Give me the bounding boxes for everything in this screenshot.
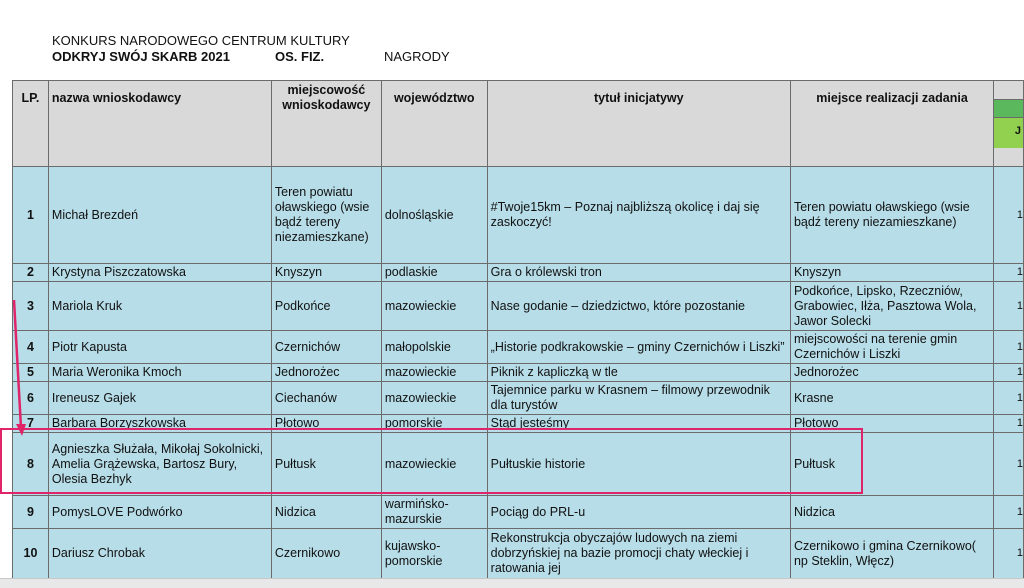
cell-title[interactable]: Gra o królewski tron [487,264,790,282]
cell-edge[interactable]: 1 [994,415,1024,433]
cell-voivodeship[interactable]: mazowieckie [381,433,487,496]
cell-title[interactable]: Pociąg do PRL-u [487,496,790,529]
cell-place[interactable]: Krasne [790,382,993,415]
cell-name[interactable]: Agnieszka Służała, Mikołaj Sokolnicki, Amelia Grążewska, Bartosz Bury, Olesia Bezhyk [48,433,271,496]
cell-city[interactable]: Knyszyn [271,264,381,282]
cell-name[interactable]: Ireneusz Gajek [48,382,271,415]
cell-voivodeship[interactable]: mazowieckie [381,282,487,331]
cell-title[interactable]: Tajemnice parku w Krasnem – filmowy przewodnik dla turystów [487,382,790,415]
table-row[interactable] [13,364,1024,382]
cell-lp[interactable]: 9 [13,496,49,529]
table-row[interactable] [13,331,1024,364]
cell-title[interactable]: Stąd jesteśmy [487,415,790,433]
cell-title[interactable]: Rekonstrukcja obyczajów ludowych na ziemi dobrzyńskiej na bazie promocji chaty włeckiej i ratowania jej [487,529,790,579]
cell-city[interactable]: Czernichów [271,331,381,364]
cell-lp[interactable]: 4 [13,331,49,364]
table-row[interactable] [13,382,1024,415]
cell-name[interactable]: Michał Brezdeń [48,167,271,264]
cell-title[interactable]: Nase godanie – dziedzictwo, które pozostanie [487,282,790,331]
cell-name[interactable]: Piotr Kapusta [48,331,271,364]
cell-city[interactable]: Jednorożec [271,364,381,382]
cell-place[interactable]: Teren powiatu oławskiego (wsie bądź tereny niezamieszkane) [790,167,993,264]
awards-label: NAGRODY [384,49,450,64]
cell-voivodeship[interactable]: dolnośląskie [381,167,487,264]
cell-city[interactable]: Pułtusk [271,433,381,496]
cell-title[interactable]: Piknik z kapliczką w tle [487,364,790,382]
green-header-cell [994,99,1023,117]
cell-place[interactable]: miejscowości na terenie gmin Czernichów i Liszki [790,331,993,364]
cell-name[interactable]: Mariola Kruk [48,282,271,331]
cell-lp[interactable]: 5 [13,364,49,382]
cell-name[interactable]: Krystyna Piszczatowska [48,264,271,282]
header-edge-column [994,81,1024,167]
header-title: tytuł inicjatywy [487,81,790,167]
header-name: nazwa wnioskodawcy [48,81,271,167]
header-place: miejsce realizacji zadania [790,81,993,167]
cell-voivodeship[interactable]: pomorskie [381,415,487,433]
cell-voivodeship[interactable]: warmińsko-mazurskie [381,496,487,529]
cell-voivodeship[interactable]: kujawsko-pomorskie [381,529,487,579]
cell-place[interactable]: Czernikowo i gmina Czernikowo( np Steklin, Włęcz) [790,529,993,579]
cell-place[interactable]: Nidzica [790,496,993,529]
table-row[interactable] [13,415,1024,433]
cell-city[interactable]: Nidzica [271,496,381,529]
cell-lp[interactable]: 7 [13,415,49,433]
table-row[interactable] [13,529,1024,579]
cell-lp[interactable]: 2 [13,264,49,282]
cell-lp[interactable]: 3 [13,282,49,331]
cell-edge[interactable]: 1 [994,264,1024,282]
cell-city[interactable]: Teren powiatu oławskiego (wsie bądź tereny niezamieszkane) [271,167,381,264]
cell-city[interactable]: Płotowo [271,415,381,433]
cell-edge[interactable]: 1 [994,331,1024,364]
results-table [12,80,1024,579]
table-row[interactable] [13,264,1024,282]
cell-title[interactable]: Pułtuskie historie [487,433,790,496]
cell-title[interactable]: #Twoje15km – Poznaj najbliższą okolicę i daj się zaskoczyć! [487,167,790,264]
cell-edge[interactable]: 1 [994,529,1024,579]
cell-lp[interactable]: 10 [13,529,49,579]
table-row[interactable] [13,496,1024,529]
cell-voivodeship[interactable]: mazowieckie [381,364,487,382]
cell-voivodeship[interactable]: mazowieckie [381,382,487,415]
cell-lp[interactable]: 8 [13,433,49,496]
cell-lp[interactable]: 1 [13,167,49,264]
cell-place[interactable]: Jednorożec [790,364,993,382]
table-row[interactable] [13,433,1024,496]
table-row[interactable] [13,167,1024,264]
green-header-cell: J [994,117,1023,148]
category-label: OS. FIZ. [275,49,325,64]
contest-name: ODKRYJ SWÓJ SKARB 2021 [52,49,230,64]
cell-title[interactable]: „Historie podkrakowskie – gminy Czernichów i Liszki” [487,331,790,364]
cell-place[interactable]: Podkońce, Lipsko, Rzeczniów, Grabowiec, Iłża, Pasztowa Wola, Jawor Solecki [790,282,993,331]
cell-edge[interactable]: 1 [994,167,1024,264]
cell-voivodeship[interactable]: podlaskie [381,264,487,282]
cell-lp[interactable]: 6 [13,382,49,415]
cell-name[interactable]: Barbara Borzyszkowska [48,415,271,433]
header-voivodeship: województwo [381,81,487,167]
cell-voivodeship[interactable]: małopolskie [381,331,487,364]
header-lp: LP. [13,81,49,167]
cell-city[interactable]: Podkońce [271,282,381,331]
cell-edge[interactable]: 1 [994,282,1024,331]
cell-edge[interactable]: 1 [994,433,1024,496]
cell-edge[interactable]: 1 [994,382,1024,415]
table-row[interactable] [13,282,1024,331]
cell-name[interactable]: Maria Weronika Kmoch [48,364,271,382]
cell-name[interactable]: Dariusz Chrobak [48,529,271,579]
cell-name[interactable]: PomysLOVE Podwórko [48,496,271,529]
cell-place[interactable]: Knyszyn [790,264,993,282]
cell-city[interactable]: Czernikowo [271,529,381,579]
cell-place[interactable]: Płotowo [790,415,993,433]
cell-edge[interactable]: 1 [994,364,1024,382]
header-city: miejscowość wnioskodawcy [271,81,381,167]
sheet-title: KONKURS NARODOWEGO CENTRUM KULTURY [52,33,350,48]
cell-place[interactable]: Pułtusk [790,433,993,496]
cell-edge[interactable]: 1 [994,496,1024,529]
cell-city[interactable]: Ciechanów [271,382,381,415]
